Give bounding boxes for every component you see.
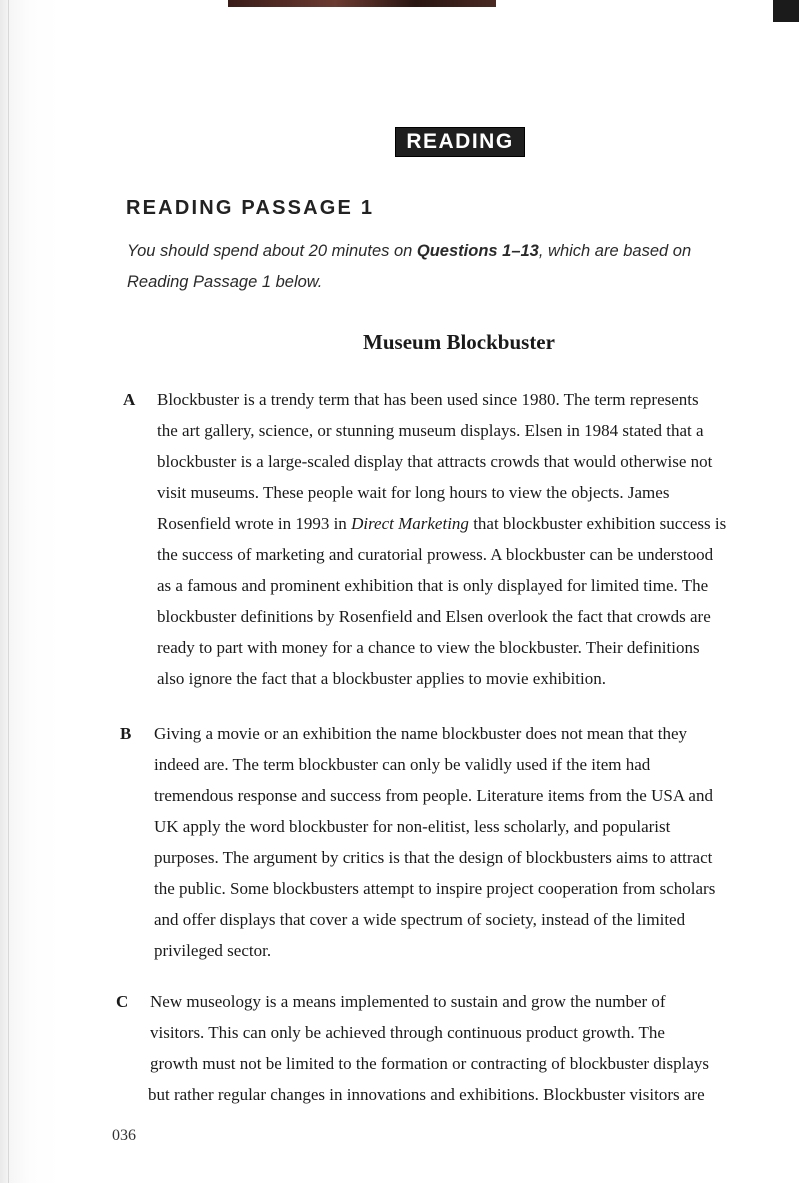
section-badge [395, 127, 525, 157]
paragraph-line: the public. Some blockbusters attempt to inspire project cooperation from scholars [154, 879, 716, 898]
paragraph-line: indeed are. The term blockbuster can only be validly used if the item had [154, 755, 651, 774]
paragraph-line: but rather regular changes in innovations and exhibitions. Blockbuster visitors are [148, 1085, 705, 1104]
paragraph-line-mixed [157, 508, 726, 539]
paragraph-line: ready to part with money for a chance to view the blockbuster. Their definitions [157, 638, 700, 657]
italic-publication: Direct Marketing [351, 514, 469, 533]
article-title: Museum Blockbuster [363, 330, 555, 354]
instruction-text [127, 236, 767, 298]
paragraph-line: purposes. The argument by critics is that the design of blockbusters aims to attract [154, 848, 713, 867]
paragraph-line: and offer displays that cover a wide spectrum of society, instead of the limited [154, 910, 686, 929]
paragraph-line: Blockbuster is a trendy term that has been used since 1980. The term represents [157, 390, 699, 409]
instruction-prefix: You should spend about 20 minutes on [127, 242, 417, 260]
paragraph-line: the success of marketing and curatorial prowess. A blockbuster can be understood [157, 545, 714, 564]
paragraph-line: blockbuster is a large-scaled display that attracts crowds that would otherwise not [157, 452, 713, 471]
paragraph-line: New museology is a means implemented to sustain and grow the number of [150, 992, 666, 1011]
top-edge-artifact [228, 0, 496, 7]
passage-heading: READING PASSAGE 1 [126, 197, 375, 219]
paragraph-line: the art gallery, science, or stunning museum displays. Elsen in 1984 stated that a [157, 421, 704, 440]
page-binding-edge [8, 0, 9, 1183]
paragraph-line: tremendous response and success from people. Literature items from the USA and [154, 786, 713, 805]
page-number: 036 [112, 1127, 136, 1144]
paragraph-letter: B [120, 724, 132, 743]
paragraph-letter: A [123, 390, 136, 409]
section-label: READING [406, 130, 514, 153]
instruction-line-1 [127, 236, 767, 267]
paragraph-letter: C [116, 992, 129, 1011]
paragraph-text: that blockbuster exhibition success is [468, 514, 727, 533]
paragraph-line: UK apply the word blockbuster for non-elitist, less scholarly, and popularist [154, 817, 671, 836]
paragraph-text: Rosenfield wrote in 1993 in [157, 514, 352, 533]
paragraph-line: also ignore the fact that a blockbuster applies to movie exhibition. [157, 669, 606, 688]
instruction-questions: Questions 1–13 [416, 242, 539, 260]
instruction-line-2: Reading Passage 1 below. [127, 273, 323, 291]
paragraph-line: Giving a movie or an exhibition the name blockbuster does not mean that they [154, 724, 688, 743]
instruction-middle: , which are based on [538, 242, 692, 260]
paragraph-line: visitors. This can only be achieved through continuous product growth. The [150, 1023, 665, 1042]
paragraph-line: growth must not be limited to the formation or contracting of blockbuster displays [150, 1054, 710, 1073]
corner-tab [773, 0, 799, 22]
paragraph-line: as a famous and prominent exhibition that is only displayed for limited time. The [157, 576, 709, 595]
paragraph-line: visit museums. These people wait for long hours to view the objects. James [157, 483, 670, 502]
paragraph-line: privileged sector. [154, 941, 272, 960]
paragraph-line: blockbuster definitions by Rosenfield and Elsen overlook the fact that crowds are [157, 607, 711, 626]
